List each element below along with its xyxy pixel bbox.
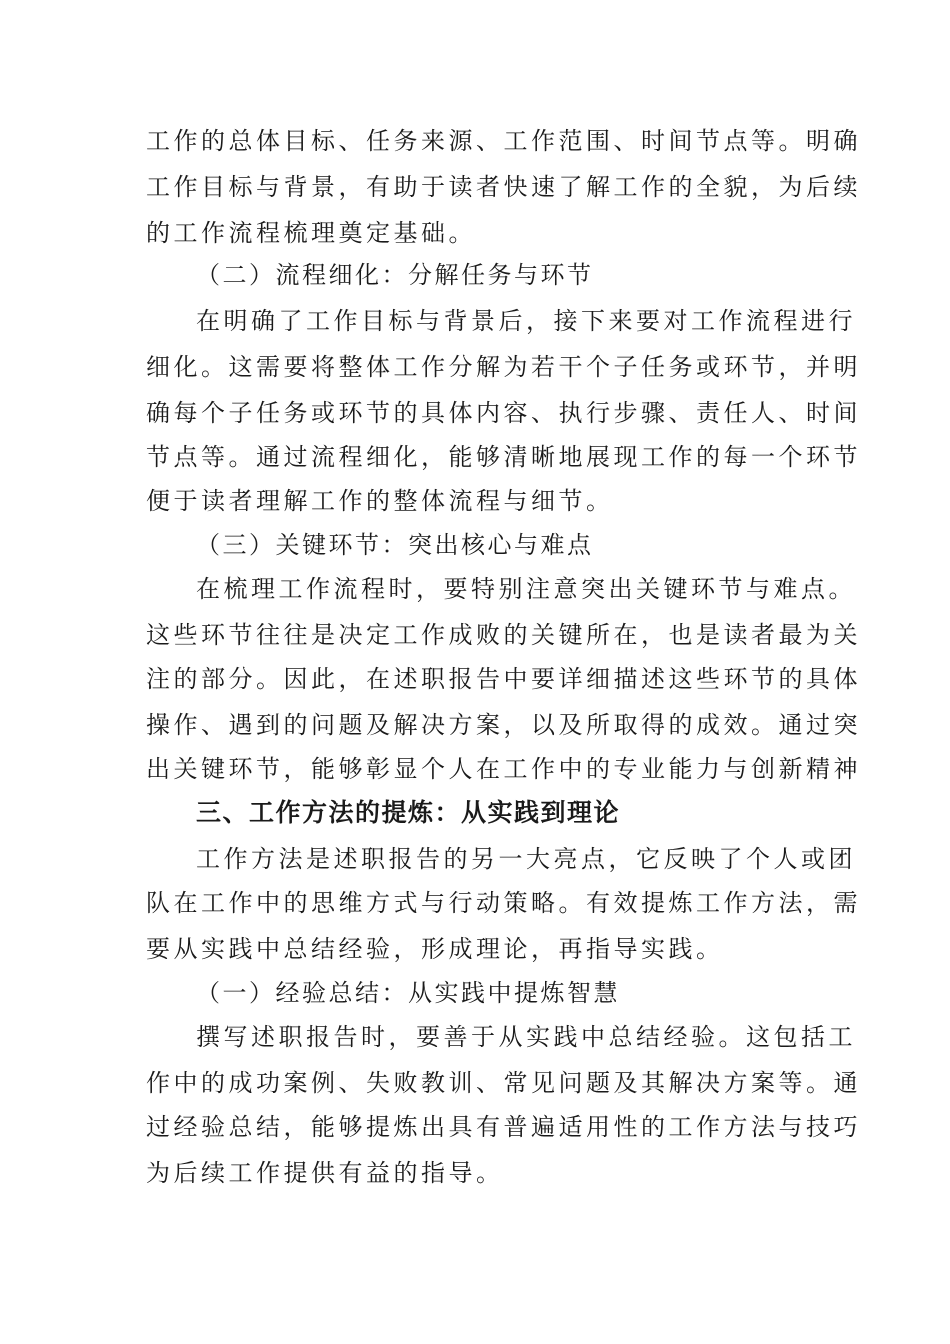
paragraph-line: 队在工作中的思维方式与行动策略。有效提炼工作方法，需 bbox=[146, 889, 861, 917]
paragraph-line: 工作目标与背景，有助于读者快速了解工作的全貌，为后续 bbox=[146, 173, 861, 201]
paragraph-line: 的工作流程梳理奠定基础。 bbox=[146, 219, 476, 247]
paragraph-line: 工作的总体目标、任务来源、工作范围、时间节点等。明确 bbox=[146, 127, 861, 155]
section-heading-key: （三）关键环节：突出核心与难点 bbox=[196, 531, 594, 559]
paragraph-line: 细化。这需要将整体工作分解为若干个子任务或环节，并明 bbox=[146, 353, 861, 381]
paragraph-line: 确每个子任务或环节的具体内容、执行步骤、责任人、时间 bbox=[146, 399, 861, 427]
chapter-heading-method: 三、工作方法的提炼：从实践到理论 bbox=[196, 798, 621, 827]
paragraph-line: 出关键环节，能够彰显个人在工作中的专业能力与创新精神 bbox=[146, 755, 861, 783]
paragraph-line: 节点等。通过流程细化，能够清晰地展现工作的每一个环节 bbox=[146, 443, 861, 471]
paragraph-line: 过经验总结，能够提炼出具有普遍适用性的工作方法与技巧 bbox=[146, 1113, 861, 1141]
paragraph-line: 在明确了工作目标与背景后，接下来要对工作流程进行 bbox=[196, 307, 856, 335]
paragraph-line: 作中的成功案例、失败教训、常见问题及其解决方案等。通 bbox=[146, 1069, 861, 1097]
paragraph-line: 这些环节往往是决定工作成败的关键所在，也是读者最为关 bbox=[146, 621, 861, 649]
paragraph-line: 操作、遇到的问题及解决方案，以及所取得的成效。通过突 bbox=[146, 711, 861, 739]
section-heading-process: （二）流程细化：分解任务与环节 bbox=[196, 261, 594, 289]
paragraph-line: 撰写述职报告时，要善于从实践中总结经验。这包括工 bbox=[196, 1023, 856, 1051]
section-heading-experience: （一）经验总结：从实践中提炼智慧 bbox=[196, 979, 620, 1007]
paragraph-line: 注的部分。因此，在述职报告中要详细描述这些环节的具体 bbox=[146, 665, 861, 693]
paragraph-line: 在梳理工作流程时，要特别注意突出关键环节与难点。 bbox=[196, 575, 856, 603]
paragraph-line: 为后续工作提供有益的指导。 bbox=[146, 1159, 504, 1187]
paragraph-line: 工作方法是述职报告的另一大亮点，它反映了个人或团 bbox=[196, 845, 856, 873]
paragraph-line: 要从实践中总结经验，形成理论，再指导实践。 bbox=[146, 935, 724, 963]
paragraph-line: 便于读者理解工作的整体流程与细节。 bbox=[146, 487, 614, 515]
